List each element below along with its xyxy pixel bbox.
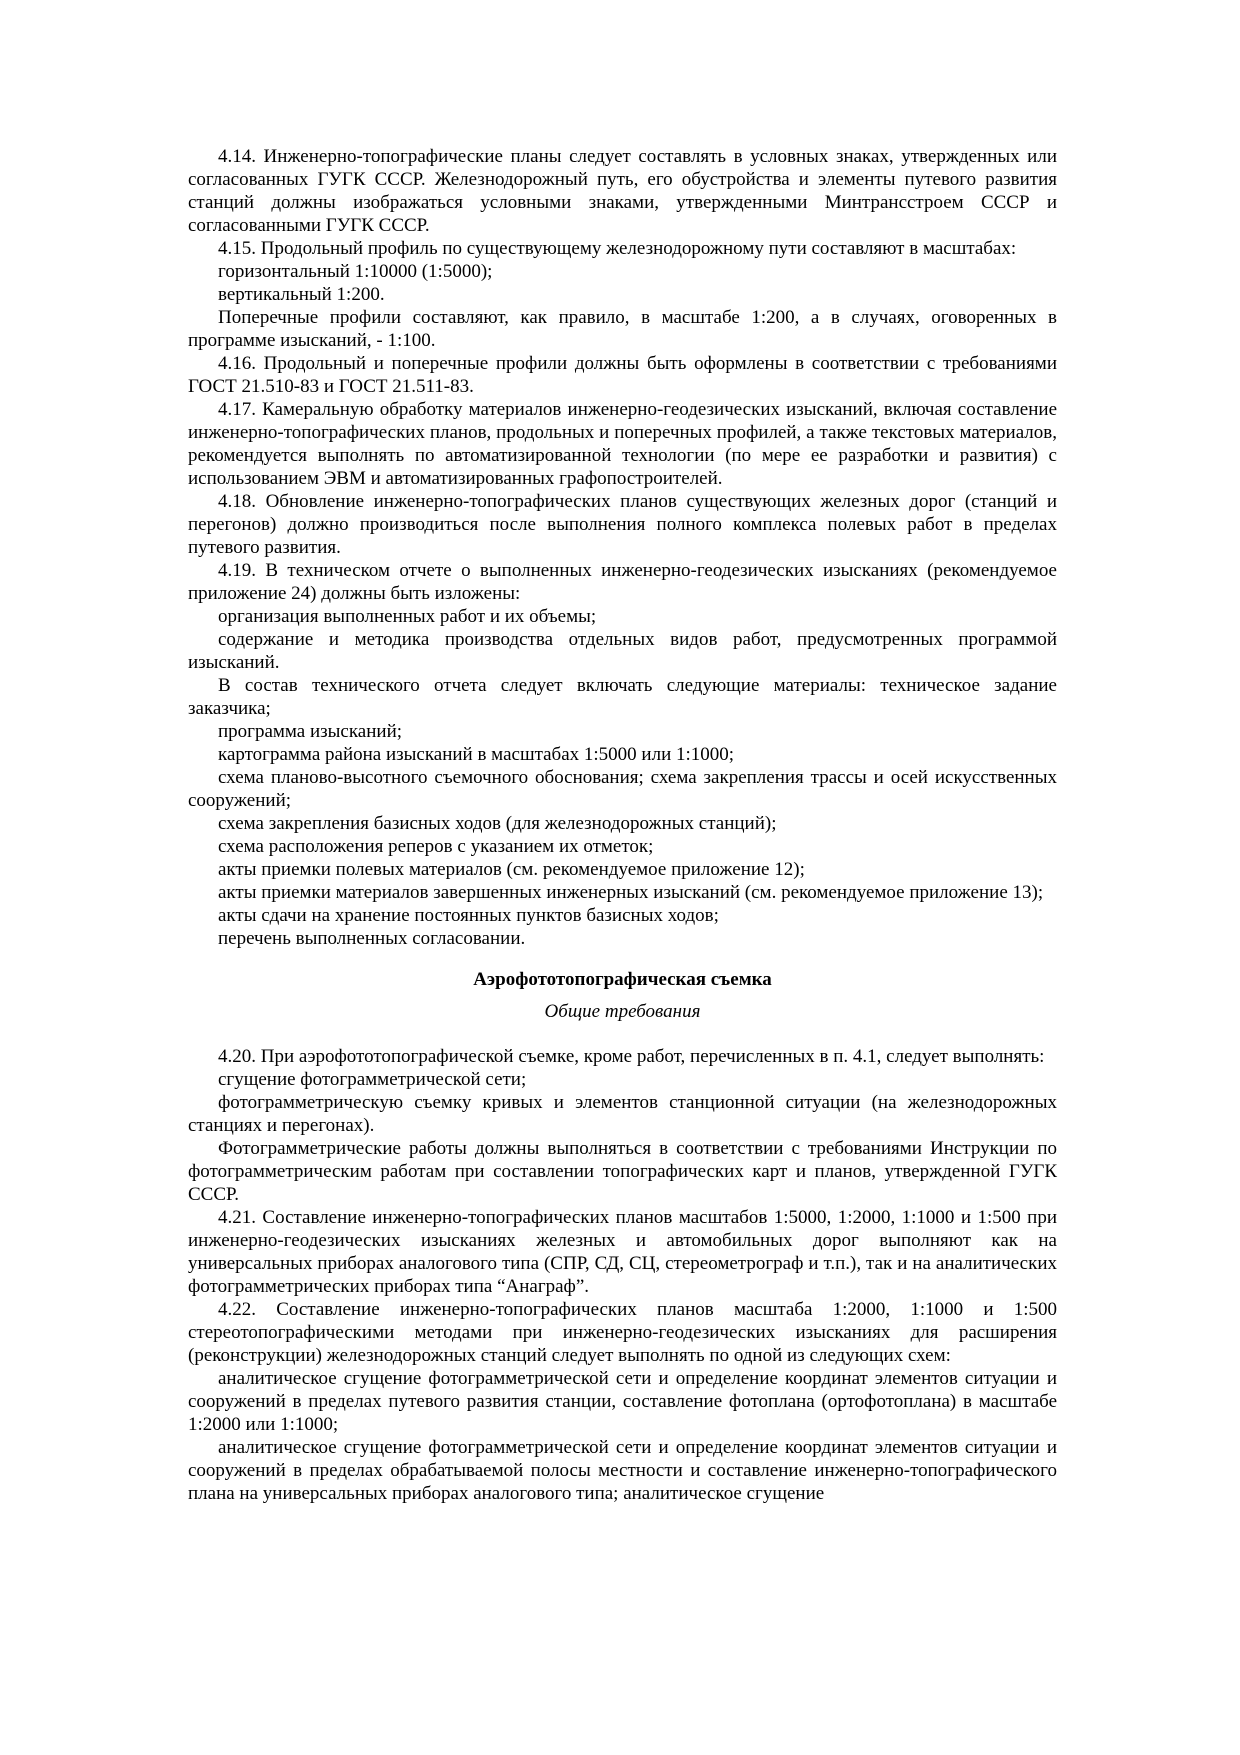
paragraph: горизонтальный 1:10000 (1:5000); <box>218 261 493 282</box>
paragraph: сгущение фотограмметрической сети; <box>218 1069 527 1090</box>
paragraph: 4.14. Инженерно-топографические планы следует составлять в условных знаках, утвержденных или согласованных ГУГК СССР. Железнодорожный путь, его обустройства и элементы путевого развития станций должны изображаться условными знаками, утвержденными Минтрансстроем СССР и согласованными ГУГК СССР. <box>188 146 1057 236</box>
paragraph: картограмма района изысканий в масштабах 1:5000 или 1:1000; <box>218 744 735 765</box>
paragraph: вертикальный 1:200. <box>218 284 385 305</box>
paragraph: схема расположения реперов с указанием их отметок; <box>218 836 654 857</box>
section-title: Аэрофототопографическая съемка <box>473 969 772 990</box>
paragraphs-before-section <box>188 145 1057 950</box>
paragraph: 4.22. Составление инженерно-топографических планов масштаба 1:2000, 1:1000 и 1:500 стереотопографическими методами при инженерно-геодезических изысканиях для расширения (реконструкции) железнодорожных станций следует выполнять по одной из следующих схем: <box>188 1299 1057 1366</box>
paragraph: 4.16. Продольный и поперечные профили должны быть оформлены в соответствии с требованиями ГОСТ 21.510-83 и ГОСТ 21.511-83. <box>188 353 1057 397</box>
paragraph: программа изысканий; <box>218 721 403 742</box>
paragraph: В состав технического отчета следует включать следующие материалы: техническое задание заказчика; <box>188 675 1057 719</box>
paragraph: акты сдачи на хранение постоянных пунктов базисных ходов; <box>218 905 719 926</box>
paragraph: 4.20. При аэрофототопографической съемке, кроме работ, перечисленных в п. 4.1, следует выполнять: <box>218 1046 1045 1067</box>
paragraph: акты приемки полевых материалов (см. рекомендуемое приложение 12); <box>218 859 805 880</box>
document-body <box>188 145 1057 1505</box>
paragraph: 4.17. Камеральную обработку материалов инженерно-геодезических изысканий, включая составление инженерно-топографических планов, продольных и поперечных профилей, а также текстовых материалов, рекомендуется выполнять по автоматизированной технологии (по мере ее разработки и развития) с использованием ЭВМ и автоматизированных графопостроителей. <box>188 399 1057 489</box>
paragraph: Фотограмметрические работы должны выполняться в соответствии с требованиями Инструкции по фотограмметрическим работам при составлении топографических карт и планов, утвержденной ГУГК СССР. <box>188 1138 1057 1205</box>
paragraph: аналитическое сгущение фотограмметрической сети и определение координат элементов ситуации и сооружений в пределах обрабатываемой полосы местности и составление инженерно-топографического плана на универсальных приборах аналогового типа; аналитическое сгущение <box>188 1437 1057 1504</box>
paragraph: фотограмметрическую съемку кривых и элементов станционной ситуации (на железнодорожных станциях и перегонах). <box>188 1092 1057 1136</box>
paragraph: содержание и методика производства отдельных видов работ, предусмотренных программой изысканий. <box>188 629 1057 673</box>
paragraph: аналитическое сгущение фотограмметрической сети и определение координат элементов ситуации и сооружений в пределах путевого развития станции, составление фотоплана (ортофотоплана) в масштабе 1:2000 или 1:1000; <box>188 1368 1057 1435</box>
paragraph: перечень выполненных согласовании. <box>218 928 526 949</box>
paragraph: 4.21. Составление инженерно-топографических планов масштабов 1:5000, 1:2000, 1:1000 и 1:500 при инженерно-геодезических изысканиях железных и автомобильных дорог выполняют как на универсальных приборах аналогового типа (СПР, СД, СЦ, стереометрограф и т.п.), так и на аналитических фотограмметрических приборах типа “Анаграф”. <box>188 1207 1057 1297</box>
paragraph: Поперечные профили составляют, как правило, в масштабе 1:200, а в случаях, оговоренных в программе изысканий, - 1:100. <box>188 307 1057 351</box>
paragraph: 4.19. В техническом отчете о выполненных инженерно-геодезических изысканиях (рекомендуемое приложение 24) должны быть изложены: <box>188 560 1057 604</box>
paragraph: организация выполненных работ и их объемы; <box>218 606 597 627</box>
paragraph: схема планово-высотного съемочного обоснования; схема закрепления трассы и осей искусственных сооружений; <box>188 767 1057 811</box>
section-subtitle: Общие требования <box>544 1001 701 1022</box>
paragraph: акты приемки материалов завершенных инженерных изысканий (см. рекомендуемое приложение 13); <box>218 882 1044 903</box>
paragraph: схема закрепления базисных ходов (для железнодорожных станций); <box>218 813 777 834</box>
paragraph: 4.15. Продольный профиль по существующему железнодорожному пути составляют в масштабах: <box>218 238 1017 259</box>
paragraphs-after-section <box>188 1045 1057 1505</box>
paragraph: 4.18. Обновление инженерно-топографических планов существующих железных дорог (станций и перегонов) должно производиться после выполнения полного комплекса полевых работ в пределах путевого развития. <box>188 491 1057 558</box>
